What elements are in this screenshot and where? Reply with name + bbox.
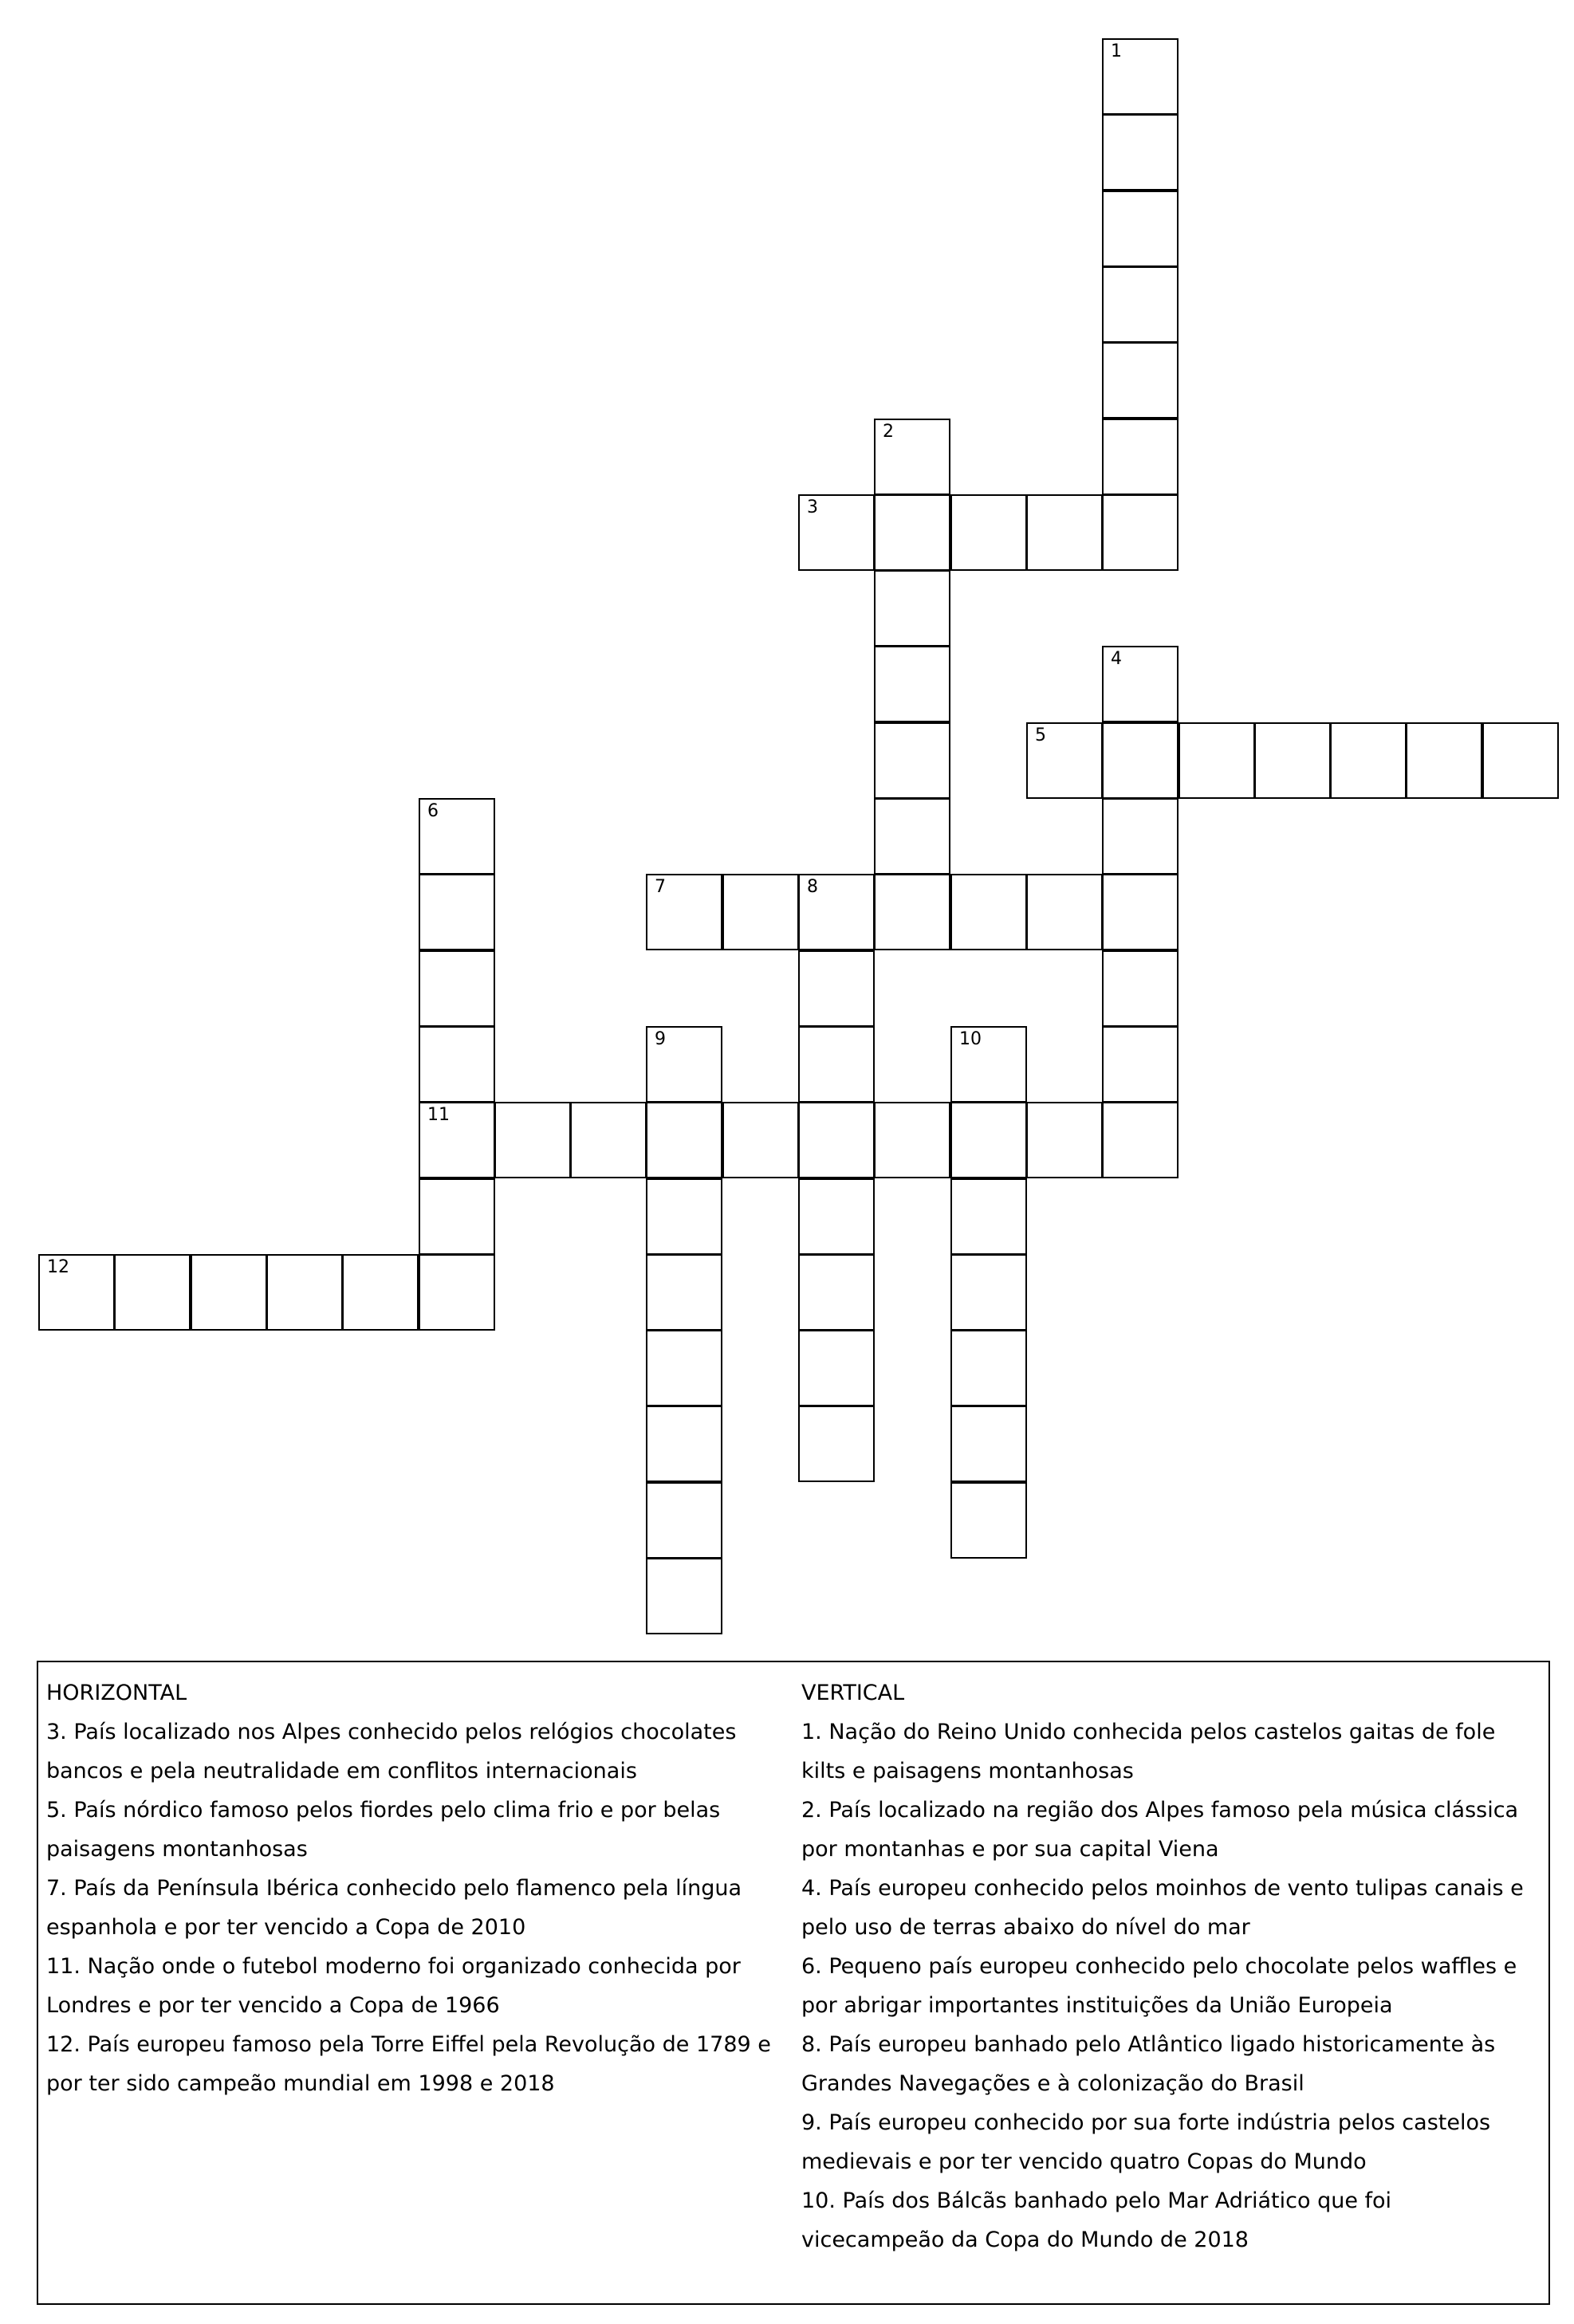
crossword-cell[interactable] xyxy=(1102,950,1179,1027)
crossword-cell[interactable] xyxy=(950,1102,1027,1178)
crossword-cell[interactable] xyxy=(646,1406,722,1482)
clue-number: 9 xyxy=(655,1029,666,1049)
crossword-cell[interactable] xyxy=(1482,722,1559,799)
clue-vertical-6: 6. Pequeno país europeu conhecido pelo chocolate pelos waffles e por abrigar importantes instituições da União Europeia xyxy=(801,1954,1517,2018)
crossword-cell[interactable] xyxy=(874,646,950,722)
clue-number: 5 xyxy=(1035,726,1046,745)
crossword-cell[interactable] xyxy=(114,1254,191,1331)
crossword-cell[interactable] xyxy=(1102,646,1179,722)
clue-number: 12 xyxy=(47,1257,69,1277)
vertical-clues-column xyxy=(801,1673,1535,2259)
crossword-cell[interactable] xyxy=(1102,722,1179,799)
crossword-cell[interactable] xyxy=(950,1178,1027,1255)
crossword-cell[interactable] xyxy=(646,1330,722,1406)
crossword-cell[interactable] xyxy=(1102,874,1179,950)
crossword-cell[interactable] xyxy=(1102,494,1179,571)
clue-number: 4 xyxy=(1111,649,1122,669)
crossword-cell[interactable] xyxy=(266,1254,343,1331)
crossword-cell[interactable] xyxy=(419,1026,495,1103)
crossword-cell[interactable] xyxy=(419,874,495,950)
clue-number: 8 xyxy=(807,877,818,897)
clue-number: 3 xyxy=(807,497,818,517)
crossword-cell[interactable] xyxy=(646,1102,722,1178)
crossword-cell[interactable] xyxy=(1102,798,1179,875)
crossword-cell[interactable] xyxy=(874,722,950,799)
crossword-cell[interactable] xyxy=(798,1178,875,1255)
clue-horizontal-5: 5. País nórdico famoso pelos fiordes pelo clima frio e por belas paisagens montanhosas xyxy=(46,1798,721,1862)
clue-vertical-2: 2. País localizado na região dos Alpes famoso pela música clássica por montanhas e por sua capital Viena xyxy=(801,1798,1519,1862)
crossword-cell[interactable] xyxy=(191,1254,267,1331)
clue-horizontal-7: 7. País da Península Ibérica conhecido pelo flamenco pela língua espanhola e por ter vencido a Copa de 2010 xyxy=(46,1876,742,1940)
crossword-cell[interactable] xyxy=(1026,722,1103,799)
crossword-cell[interactable] xyxy=(798,1330,875,1406)
crossword-cell[interactable] xyxy=(874,570,950,647)
horizontal-clues-column xyxy=(46,1673,780,2103)
crossword-cell[interactable] xyxy=(950,874,1027,950)
clue-vertical-9: 9. País europeu conhecido por sua forte indústria pelos castelos medievais e por ter vencido quatro Copas do Mundo xyxy=(801,2110,1491,2174)
clue-vertical-10: 10. País dos Bálcãs banhado pelo Mar Adriático que foi vicecampeão da Copa do Mundo de 2018 xyxy=(801,2188,1392,2252)
horizontal-heading: HORIZONTAL xyxy=(46,1681,187,1705)
crossword-cell[interactable] xyxy=(570,1102,647,1178)
crossword-cell[interactable] xyxy=(419,1254,495,1331)
crossword-cell[interactable] xyxy=(798,1254,875,1331)
crossword-cell[interactable] xyxy=(38,1254,115,1331)
crossword-cell[interactable] xyxy=(950,1026,1027,1103)
clue-number: 1 xyxy=(1111,41,1122,61)
crossword-cell[interactable] xyxy=(419,1178,495,1255)
crossword-cell[interactable] xyxy=(798,1102,875,1178)
crossword-cell[interactable] xyxy=(419,1102,495,1178)
crossword-cell[interactable] xyxy=(950,1330,1027,1406)
crossword-cell[interactable] xyxy=(874,494,950,571)
crossword-cell[interactable] xyxy=(646,1254,722,1331)
crossword-cell[interactable] xyxy=(950,1254,1027,1331)
crossword-cell[interactable] xyxy=(646,874,722,950)
clue-vertical-4: 4. País europeu conhecido pelos moinhos de vento tulipas canais e pelo uso de terras abaixo do nível do mar xyxy=(801,1876,1524,1940)
crossword-cell[interactable] xyxy=(1179,722,1255,799)
clue-vertical-8: 8. País europeu banhado pelo Atlântico ligado historicamente às Grandes Navegações e à colonização do Brasil xyxy=(801,2032,1496,2096)
crossword-cell[interactable] xyxy=(1102,1102,1179,1178)
crossword-cell[interactable] xyxy=(1102,114,1179,191)
crossword-cell[interactable] xyxy=(1330,722,1407,799)
crossword-cell[interactable] xyxy=(722,1102,799,1178)
clue-number: 11 xyxy=(427,1105,450,1125)
crossword-cell[interactable] xyxy=(646,1178,722,1255)
clue-horizontal-12: 12. País europeu famoso pela Torre Eiffel pela Revolução de 1789 e por ter sido campeão mundial em 1998 e 2018 xyxy=(46,2032,771,2096)
crossword-cell[interactable] xyxy=(798,950,875,1027)
clue-number: 2 xyxy=(883,422,894,442)
crossword-cell[interactable] xyxy=(874,419,950,495)
crossword-cell[interactable] xyxy=(1102,1026,1179,1103)
crossword-cell[interactable] xyxy=(1102,342,1179,419)
crossword-cell[interactable] xyxy=(1026,494,1103,571)
clue-number: 6 xyxy=(427,801,439,821)
crossword-cell[interactable] xyxy=(798,494,875,571)
crossword-cell[interactable] xyxy=(494,1102,571,1178)
clue-number: 10 xyxy=(959,1029,982,1049)
clue-horizontal-11: 11. Nação onde o futebol moderno foi organizado conhecida por Londres e por ter vencido a Copa de 1966 xyxy=(46,1954,741,2018)
clue-vertical-1: 1. Nação do Reino Unido conhecida pelos castelos gaitas de fole kilts e paisagens montanhosas xyxy=(801,1720,1496,1783)
clues-box xyxy=(37,1661,1550,2305)
crossword-cell[interactable] xyxy=(874,798,950,875)
crossword-cell[interactable] xyxy=(646,1026,722,1103)
crossword-cell[interactable] xyxy=(419,798,495,875)
crossword-cell[interactable] xyxy=(798,1026,875,1103)
clue-number: 7 xyxy=(655,877,666,897)
crossword-cell[interactable] xyxy=(798,874,875,950)
crossword-cell[interactable] xyxy=(646,1558,722,1634)
crossword-cell[interactable] xyxy=(874,1102,950,1178)
crossword-cell[interactable] xyxy=(419,950,495,1027)
crossword-cell[interactable] xyxy=(722,874,799,950)
crossword-cell[interactable] xyxy=(1254,722,1331,799)
crossword-cell[interactable] xyxy=(950,1482,1027,1559)
crossword-cell[interactable] xyxy=(1026,874,1103,950)
crossword-cell[interactable] xyxy=(1026,1102,1103,1178)
crossword-cell[interactable] xyxy=(874,874,950,950)
vertical-heading: VERTICAL xyxy=(801,1681,905,1705)
crossword-cell[interactable] xyxy=(798,1406,875,1482)
crossword-cell[interactable] xyxy=(646,1482,722,1559)
crossword-cell[interactable] xyxy=(1406,722,1482,799)
crossword-cell[interactable] xyxy=(1102,191,1179,267)
crossword-cell[interactable] xyxy=(1102,38,1179,115)
crossword-cell[interactable] xyxy=(950,494,1027,571)
crossword-cell[interactable] xyxy=(1102,266,1179,343)
crossword-cell[interactable] xyxy=(1102,419,1179,495)
crossword-cell[interactable] xyxy=(342,1254,419,1331)
crossword-cell[interactable] xyxy=(950,1406,1027,1482)
clue-horizontal-3: 3. País localizado nos Alpes conhecido pelos relógios chocolates bancos e pela neutralidade em conflitos internacionais xyxy=(46,1720,737,1783)
